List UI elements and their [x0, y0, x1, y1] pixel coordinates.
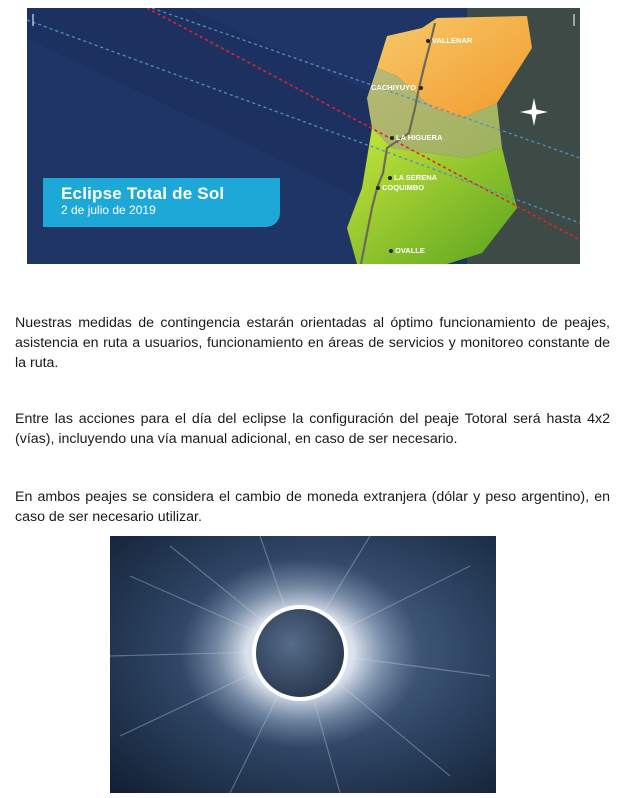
moon-disc: [256, 609, 344, 697]
city-vallenar: VALLENAR: [426, 36, 472, 45]
paragraph-contingency: Nuestras medidas de contingencia estarán orientadas al óptimo funcionamiento de peajes, asistencia en ruta a usuarios, funcionamiento en áreas de servicios y monitoreo constante de la ruta.: [15, 315, 610, 371]
eclipse-banner: [43, 178, 280, 227]
paragraph-toll-config: Entre las acciones para el día del eclipse la configuración del peaje Totoral será hasta 4x2 (vías), incluyendo una vía manual adicional, en caso de ser necesario.: [15, 411, 610, 447]
eclipse-map: [27, 8, 580, 264]
city-cachiyuyo: CACHIYUYO: [371, 83, 425, 92]
city-coquimbo: COQUIMBO: [376, 183, 424, 192]
eclipse-photo: [110, 536, 496, 793]
banner-title: Eclipse Total de Sol: [61, 184, 225, 203]
city-la-serena: LA SERENA: [388, 173, 437, 182]
eclipse-corona-image: [110, 536, 496, 793]
banner-date: 2 de julio de 2019: [61, 203, 156, 217]
paragraph-currency: En ambos peajes se considera el cambio de moneda extranjera (dólar y peso argentino), en caso de ser necesario utilizar.: [15, 489, 610, 525]
city-ovalle: OVALLE: [389, 246, 425, 255]
city-la-higuera: LA HIGUERA: [390, 133, 442, 142]
